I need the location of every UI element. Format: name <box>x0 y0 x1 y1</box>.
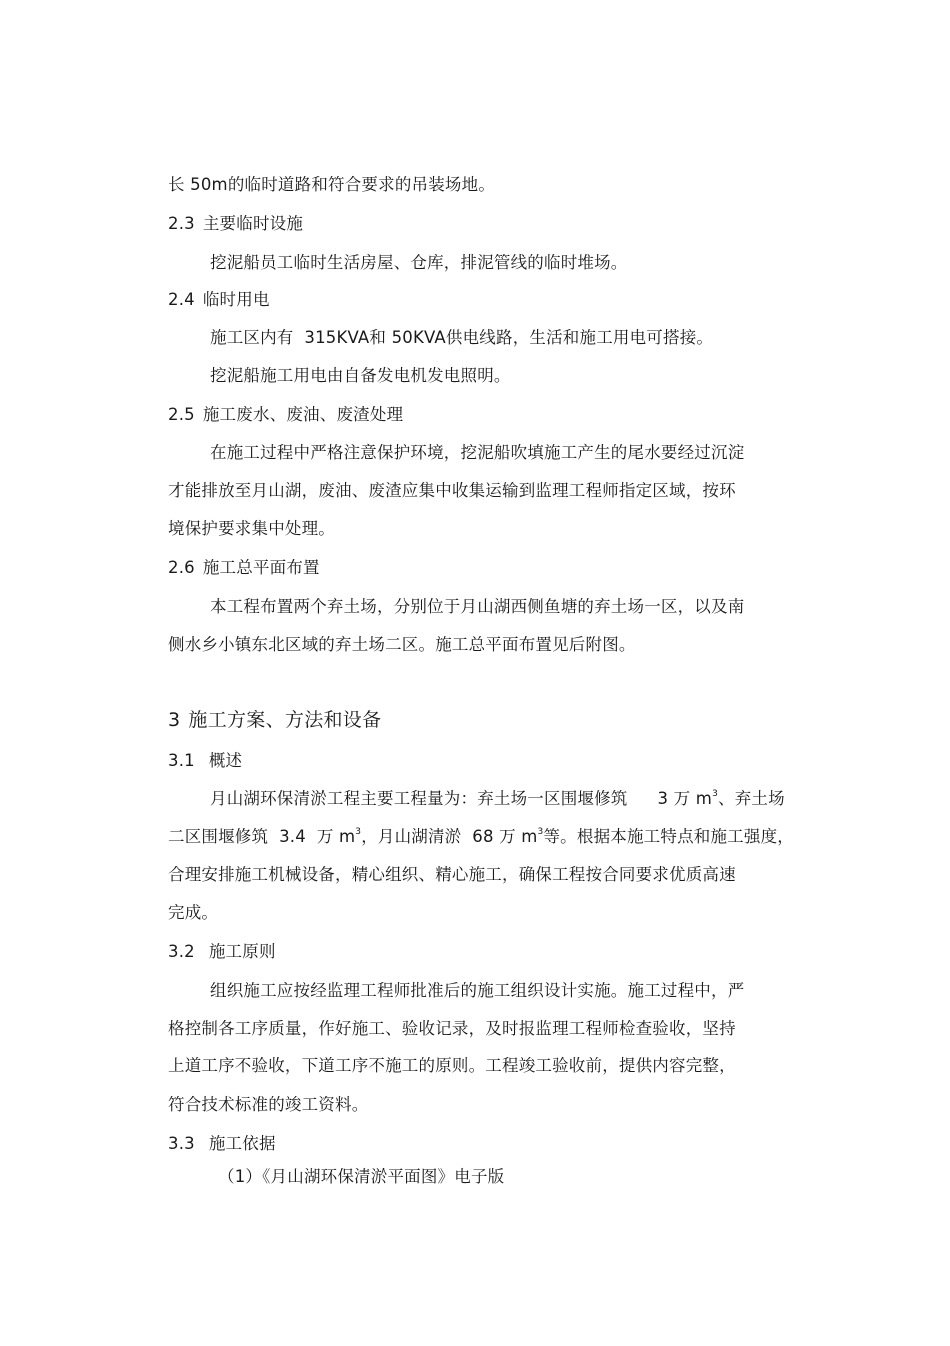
paragraph-line: 长 50m的临时道路和符合要求的吊装场地。 <box>168 175 496 194</box>
chapter-title: 施工方案、方法和设备 <box>188 709 382 731</box>
section-title: 施工总平面布置 <box>202 558 320 577</box>
text-run: 等。根据本施工特点和施工强度， <box>543 827 794 846</box>
text-run: 月山湖环保清淤工程主要工程量为：弃土场一区围堰修筑 <box>210 789 628 808</box>
section-heading-3-1 <box>168 750 242 772</box>
paragraph-line: 符合技术标准的竣工资料。 <box>168 1095 369 1114</box>
section-heading-2-5 <box>168 404 403 426</box>
section-number: 3.1 <box>168 751 195 770</box>
paragraph-line: （1）《月山湖环保清淤平面图》电子版 <box>218 1167 505 1186</box>
paragraph-line: 上道工序不验收，下道工序不施工的原则。工程竣工验收前，提供内容完整， <box>168 1056 736 1075</box>
superscript: 3 <box>712 789 718 799</box>
paragraph-line: 施工区内有 315KVA和 50KVA供电线路，生活和施工用电可搭接。 <box>210 328 714 347</box>
section-title: 施工废水、废油、废渣处理 <box>202 405 404 424</box>
chapter-number: 3 <box>168 709 181 731</box>
section-heading-3-2 <box>168 941 276 963</box>
paragraph-line: 侧水乡小镇东北区域的弃土场二区。施工总平面布置见后附图。 <box>168 635 636 654</box>
section-title: 临时用电 <box>202 290 270 309</box>
section-number: 2.5 <box>168 405 195 424</box>
superscript: 3 <box>537 827 544 837</box>
section-number: 3.2 <box>168 942 195 961</box>
paragraph-line: 挖泥船施工用电由自备发电机发电照明。 <box>210 366 511 385</box>
paragraph-line: 完成。 <box>168 903 219 922</box>
section-number: 3.3 <box>168 1134 195 1153</box>
paragraph-line <box>210 788 785 810</box>
text-run: ，月山湖清淤 68 万 m <box>361 827 538 846</box>
section-heading-2-4 <box>168 289 270 311</box>
superscript: 3 <box>355 827 362 837</box>
text-run: 3 万 m <box>657 789 713 808</box>
paragraph-line: 境保护要求集中处理。 <box>168 519 335 538</box>
section-title: 概述 <box>208 751 243 770</box>
section-heading-2-6 <box>168 557 320 579</box>
section-number: 2.3 <box>168 214 195 233</box>
paragraph-line: 才能排放至月山湖，废油、废渣应集中收集运输到监理工程师指定区域，按环 <box>168 481 736 500</box>
section-number: 2.4 <box>168 290 195 309</box>
paragraph-line: 本工程布置两个弃土场，分别位于月山湖西侧鱼塘的弃土场一区，以及南 <box>210 597 745 616</box>
section-number: 2.6 <box>168 558 195 577</box>
paragraph-line: 合理安排施工机械设备，精心组织、精心施工，确保工程按合同要求优质高速 <box>168 865 736 884</box>
paragraph-line: 挖泥船员工临时生活房屋、仓库，排泥管线的临时堆场。 <box>210 253 628 272</box>
section-title: 主要临时设施 <box>202 214 304 233</box>
text-run: 、弃土场 <box>718 789 785 808</box>
section-heading-3-3 <box>168 1133 276 1155</box>
section-title: 施工依据 <box>208 1134 276 1153</box>
paragraph-line: 在施工过程中严格注意保护环境，挖泥船吹填施工产生的尾水要经过沉淀 <box>210 443 745 462</box>
section-heading-2-3 <box>168 213 303 235</box>
paragraph-line <box>168 826 794 848</box>
paragraph-line: 组织施工应按经监理工程师批准后的施工组织设计实施。施工过程中，严 <box>210 981 745 1000</box>
section-title: 施工原则 <box>208 942 276 961</box>
chapter-heading-3 <box>168 707 381 733</box>
paragraph-line: 格控制各工序质量，作好施工、验收记录，及时报监理工程师检查验收，坚持 <box>168 1019 736 1038</box>
text-run: 二区围堰修筑 3.4 万 m <box>168 827 356 846</box>
